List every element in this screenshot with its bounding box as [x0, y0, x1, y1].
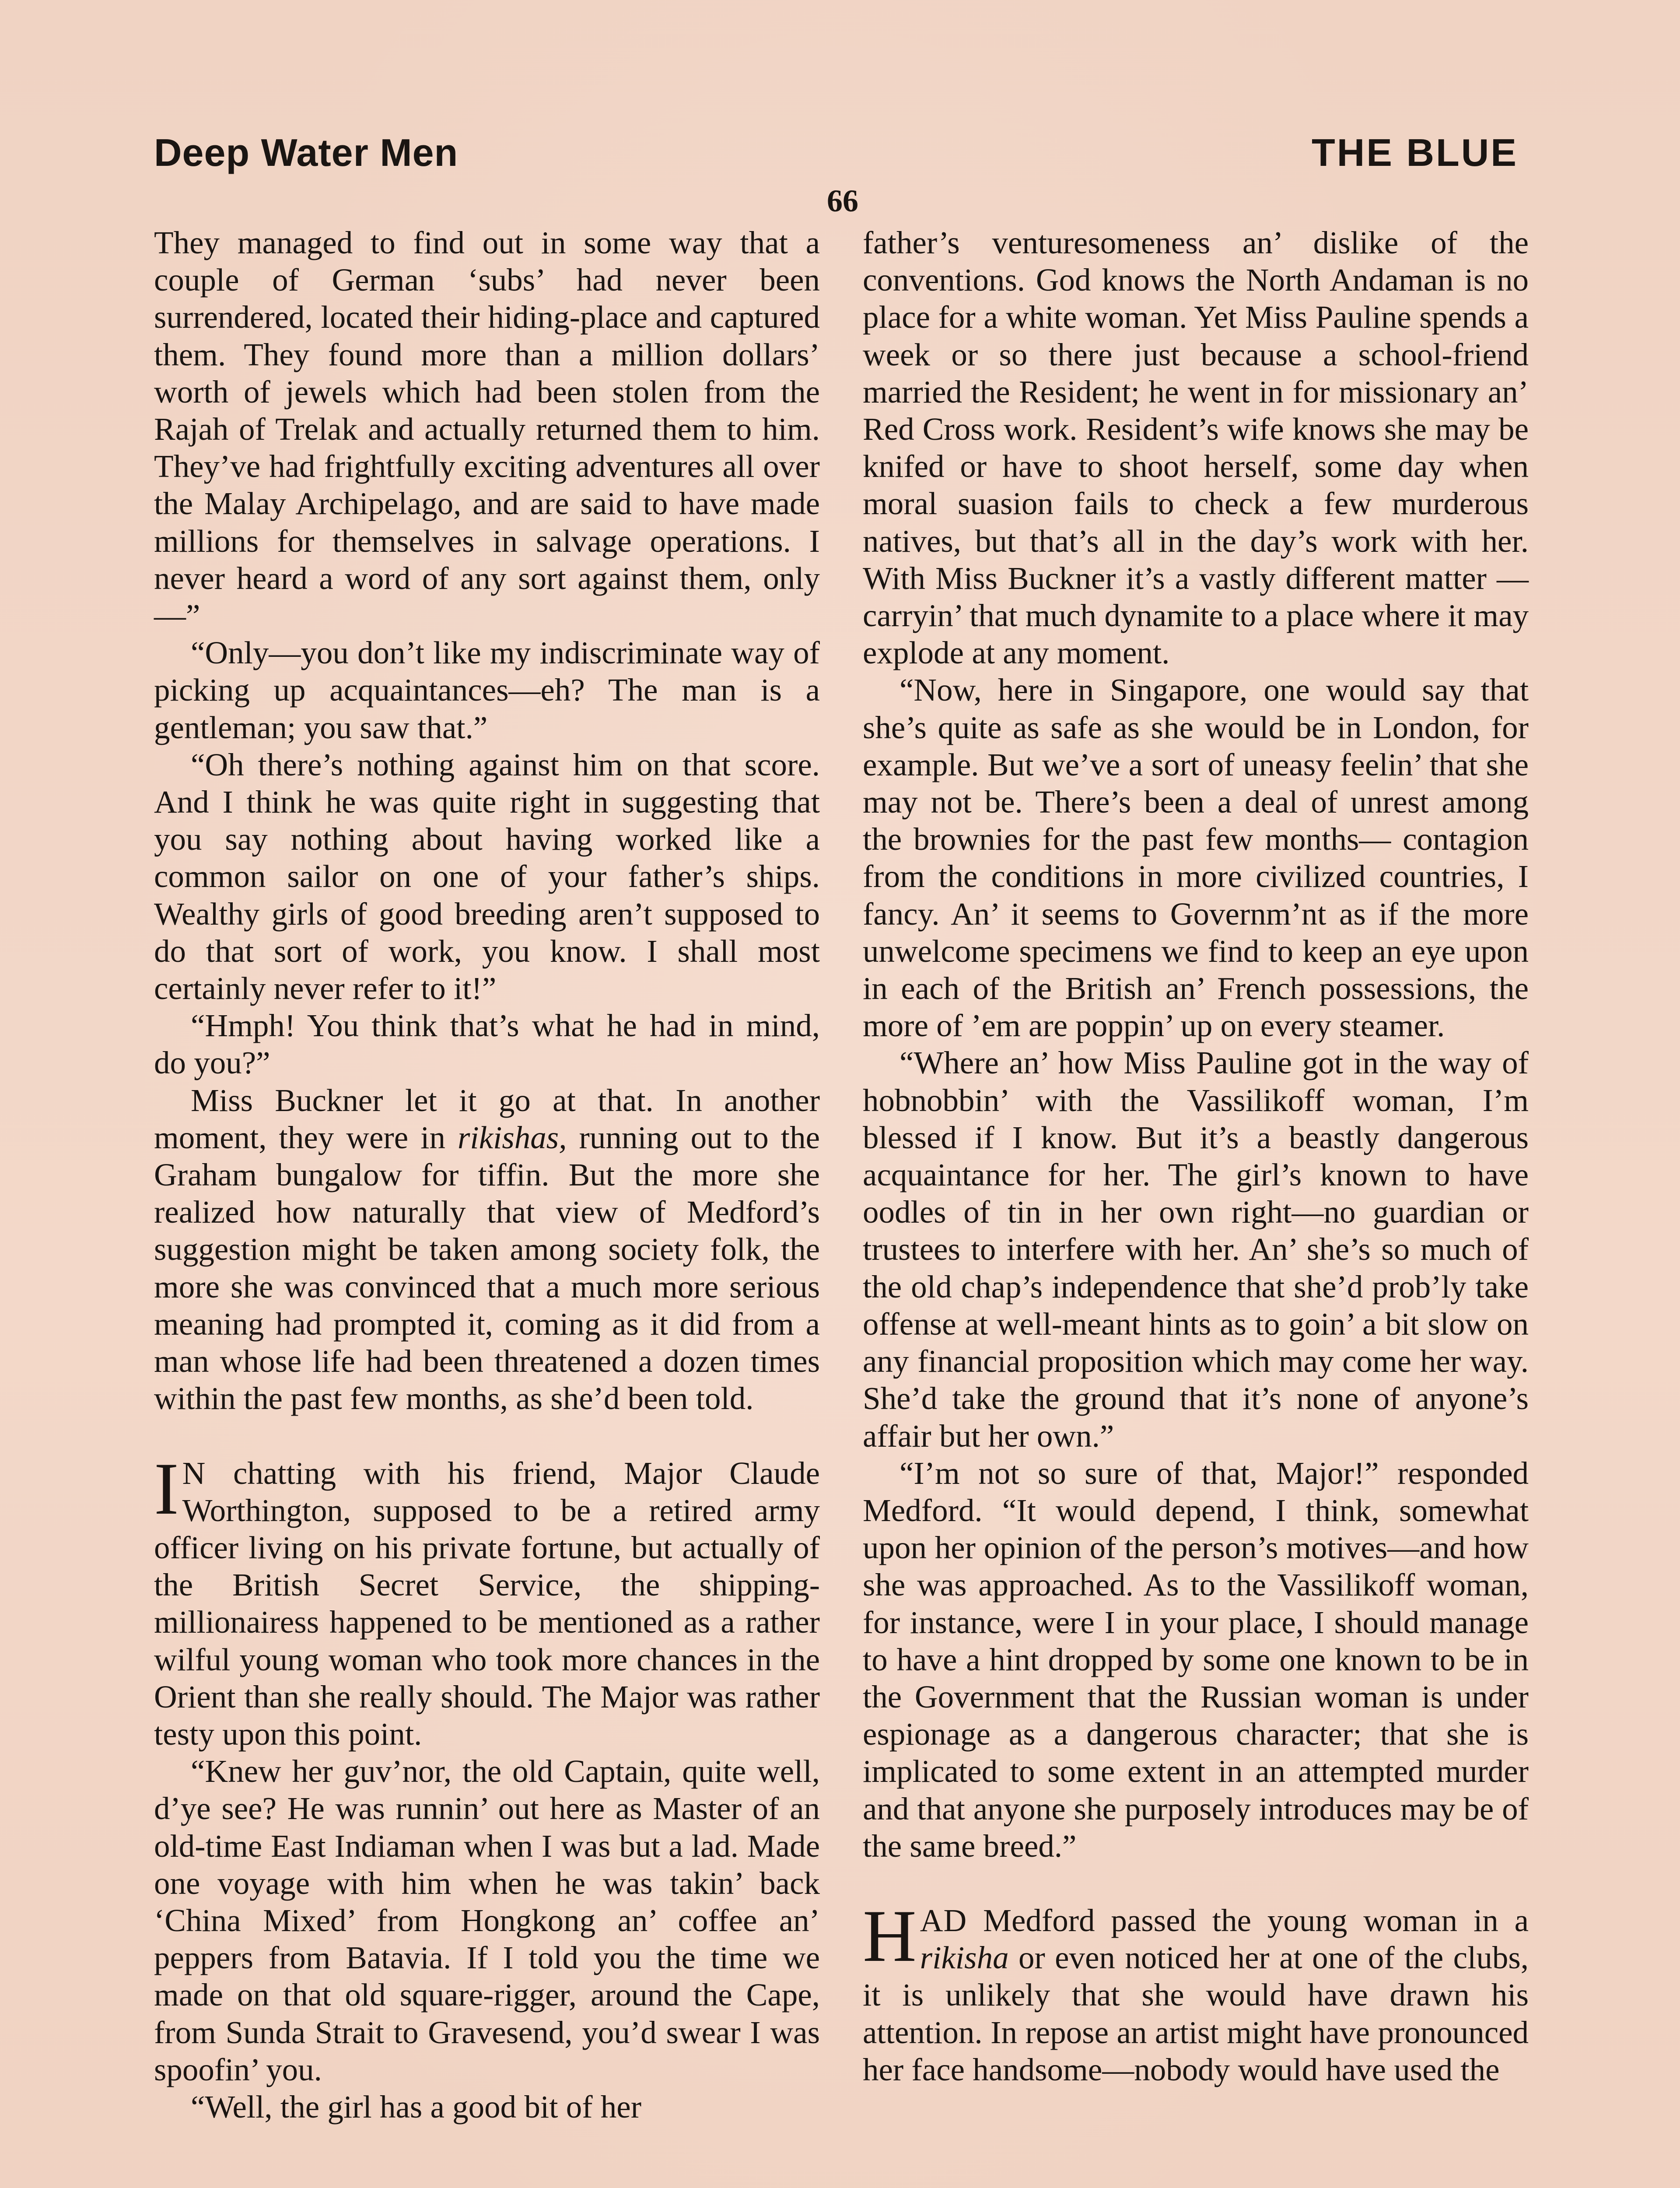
section-paragraph [863, 1894, 1529, 2088]
paragraph: “Only—you don’t like my indiscriminate way of picking up acquaintances—eh? The man is a gentleman; you saw that.” [154, 635, 820, 745]
paragraph: “I’m not so sure of that, Major!” responded Medford. “It would depend, I think, somewhat upon her opinion of the person’s motives—and how she was approached. As to the Vassilikoff woman, for instance, were I in your place, I should manage to have a hint dropped by some one known to be in the Government that the Russian woman is under espionage as a dangerous character; that she is implicated to some extent in an attempted murder and that anyone she purposely introduces may be of the same breed.” [863, 1455, 1529, 1864]
paragraph: “Well, the girl has a good bit of her [191, 2089, 642, 2125]
left-text-column [154, 224, 820, 2125]
paragraph-text: running out to the Graham bungalow for tiffin. But the more she realized how naturally that view of Medford’s suggestion might be taken among society folk, the more she was convinced that a much more serious meaning had prompted it, coming as it did from a man whose life had been threatened a dozen times within the past few months, as she’d been told. [154, 1119, 820, 1417]
drop-cap: H [863, 1894, 917, 1977]
lead-caps: AD [920, 1902, 967, 1938]
paragraph-text: Medford passed the young woman in a [967, 1902, 1529, 1938]
paragraph: father’s venturesomeness an’ dislike of the conventions. God knows the North Andaman is no place for a white woman. Yet Miss Pauline spends a week or so there just because a school-friend married the Resident; he went in for missionary an’ Red Cross work. Resident’s wife knows she may be knifed or have to shoot herself, some day when moral suasion fails to check a few murderous natives, but that’s all in the day’s work with her. With Miss Buckner it’s a vastly different matter —carryin’ that much dynamite to a place where it may explode at any moment. [863, 225, 1529, 671]
running-head-magazine-title: THE BLUE [1312, 131, 1518, 174]
italic-term: rikisha [920, 1940, 1009, 1976]
running-head-story-title: Deep Water Men [154, 131, 458, 174]
paragraph: “Now, here in Singapore, one would say that she’s quite as safe as she would be in London, for example. But we’ve a sort of uneasy feelin’ that she may not be. There’s been a deal of unrest among the brownies for the past few months— contagion from the conditions in more civilized countries, I fancy. An’ it seems to Governm’nt as if the more unwelcome specimens we find to keep an eye upon in each of the British an’ French possessions, the more of ’em are poppin’ up on every steamer. [863, 672, 1529, 1044]
drop-cap: I [154, 1447, 179, 1530]
paragraph-text: or even noticed her at one of the clubs, it is unlikely that she would have drawn his attention. In repose an artist might have pronounced her face handsome—nobody would have used the [863, 1940, 1529, 2087]
paragraph: “Knew her guv’nor, the old Captain, quite well, d’ye see? He was runnin’ out here as Master of an old-time East Indiaman when I was but a lad. Made one voyage with him when he was takin’ back ‘China Mixed’ from Hongkong an’ coffee an’ peppers from Batavia. If I told you the time we made on that old square-rigger, around the Cape, from Sunda Strait to Gravesend, you’d swear I was spoofin’ you. [154, 1753, 820, 2087]
paragraph: “Hmph! You think that’s what he had in mind, do you?” [154, 1008, 820, 1081]
section-paragraph [154, 1447, 820, 1753]
paragraph-text: chatting with his friend, Major Claude Worthington, supposed to be a retired army officer living on his private fortune, but actually of the British Secret Service, the shipping-millionairess happened to be mentioned as a rather wilful young woman who took more chances in the Orient than she really should. The Major was rather testy upon this point. [154, 1455, 820, 1752]
paragraph-text: Miss Buckner let it go at that. In another moment, they were in [154, 1082, 820, 1155]
page-number: 66 [827, 183, 858, 218]
paragraph: “Where an’ how Miss Pauline got in the way of hobnobbin’ with the Vassilikoff woman, I’m blessed if I know. But it’s a beastly dangerous acquaintance for her. The girl’s known to have oodles of tin in her own right—no guardian or trustees to interfere with her. An’ she’s so much of the old chap’s independence that she’d prob’ly take offense at well-meant hints as to goin’ a bit slow on any financial proposition which may come her way. She’d take the ground that it’s none of anyone’s affair but her own.” [863, 1045, 1529, 1454]
paragraph [154, 1082, 820, 1417]
right-text-column [863, 224, 1529, 2088]
italic-term: rikishas, [458, 1119, 567, 1155]
lead-caps: N [182, 1455, 206, 1491]
paragraph: “Oh there’s nothing against him on that score. And I think he was quite right in suggesting that you say nothing about having worked like a common sailor on one of your father’s ships. Wealthy girls of good breeding aren’t supposed to do that sort of work, you know. I shall most certainly never refer to it!” [154, 747, 820, 1006]
paragraph: They managed to find out in some way that a couple of German ‘subs’ had never been surrendered, located their hiding-place and captured them. They found more than a million dollars’ worth of jewels which had been stolen from the Rajah of Trelak and actually returned them to him. They’ve had frightfully exciting adventures all over the Malay Archipelago, and are said to have made millions for themselves in salvage operations. I never heard a word of any sort against them, only—” [154, 225, 820, 634]
